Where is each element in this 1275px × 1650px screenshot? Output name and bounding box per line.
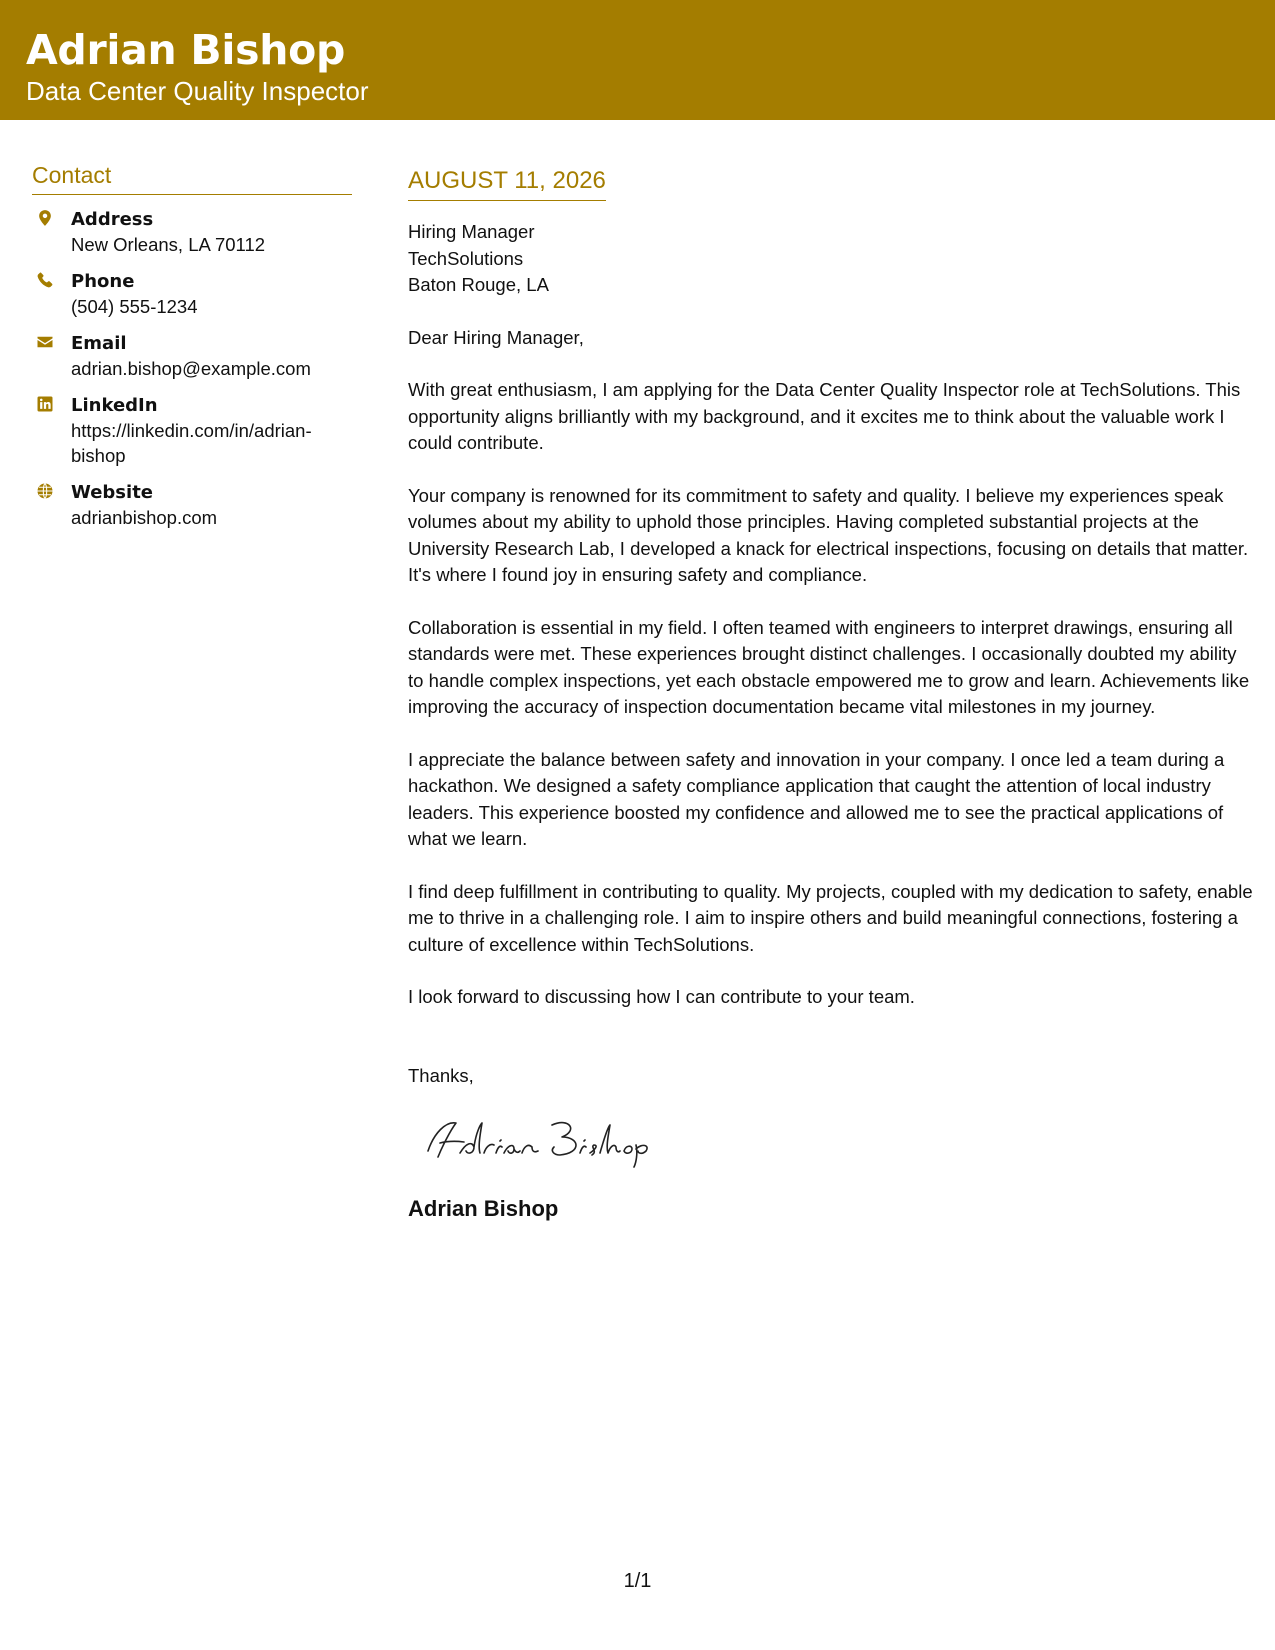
contact-label: Website — [71, 482, 154, 503]
contact-label: Phone — [71, 271, 135, 292]
linkedin-icon — [36, 395, 54, 413]
paragraph: With great enthusiasm, I am applying for the Data Center Quality Inspector role at TechSolutions. This opportunity aligns brilliantly with my background, and it excites me to think about the valuable work I could contribute. — [408, 379, 1241, 453]
globe-icon — [36, 482, 54, 500]
contact-sidebar — [32, 160, 352, 542]
contact-item-address — [32, 207, 352, 257]
recipient-block — [408, 219, 1253, 299]
paragraph: I find deep fulfillment in contributing to quality. My projects, coupled with my dedication to safety, enable me to thrive in a challenging role. I aim to inspire others and build meaningful connections, fostering a culture of excellence within TechSolutions. — [408, 880, 1253, 955]
paragraph: I appreciate the balance between safety and innovation in your company. I once led a team during a hackathon. We designed a safety compliance application that caught the attention of local industry leaders. This experience boosted my confidence and allowed me to see the practical applications of what we learn. — [408, 748, 1225, 849]
recipient-line: Hiring Manager — [408, 221, 535, 242]
recipient-line: Baton Rouge, LA — [408, 274, 549, 295]
contact-item-phone — [32, 269, 352, 319]
header-banner — [0, 0, 1275, 120]
phone-icon — [36, 271, 54, 289]
page-number: 1/1 — [623, 1570, 652, 1592]
map-pin-icon — [36, 209, 54, 227]
contact-label: Email — [71, 333, 127, 354]
signer-name: Adrian Bishop — [408, 1196, 559, 1221]
contact-item-linkedin — [32, 393, 352, 468]
phone-value: (504) 555-1234 — [71, 296, 198, 317]
closing: Thanks, — [408, 1064, 474, 1086]
contact-label: LinkedIn — [71, 395, 158, 416]
address-value: New Orleans, LA 70112 — [71, 234, 266, 255]
applicant-title: Data Center Quality Inspector — [26, 76, 369, 106]
letter-body — [408, 166, 1253, 1223]
contact-label: Address — [71, 209, 154, 230]
website-value[interactable]: adrianbishop.com — [71, 507, 218, 528]
applicant-name: Adrian Bishop — [26, 26, 345, 74]
letter-date: AUGUST 11, 2026 — [408, 166, 606, 201]
envelope-icon — [36, 333, 54, 351]
contact-heading: Contact — [32, 160, 352, 195]
email-value: adrian.bishop@example.com — [71, 358, 311, 379]
contact-list — [32, 207, 352, 530]
contact-item-website — [32, 480, 352, 530]
paragraph: Your company is renowned for its commitment to safety and quality. I believe my experiences speak volumes about my ability to uphold those principles. Having completed substantial projects at the University Research Lab, I developed a knack for electrical inspections, focusing on details that matter. It's where I found joy in ensuring safety and compliance. — [408, 484, 1249, 585]
paragraph: Collaboration is essential in my field. I often teamed with engineers to interpret drawings, ensuring all standards were met. These experiences brought distinct challenges. I occasionally doubted my ability to handle complex inspections, yet each obstacle empowered me to grow and learn. Achievements like improving the accuracy of inspection documentation became vital milestones in my journey. — [408, 616, 1250, 717]
recipient-line: TechSolutions — [408, 247, 524, 269]
contact-item-email — [32, 331, 352, 381]
salutation: Dear Hiring Manager, — [408, 326, 584, 348]
paragraph: I look forward to discussing how I can contribute to your team. — [408, 986, 915, 1007]
handwritten-signature — [420, 1113, 660, 1169]
linkedin-value[interactable]: https://linkedin.com/in/adrian-bishop — [71, 420, 312, 466]
